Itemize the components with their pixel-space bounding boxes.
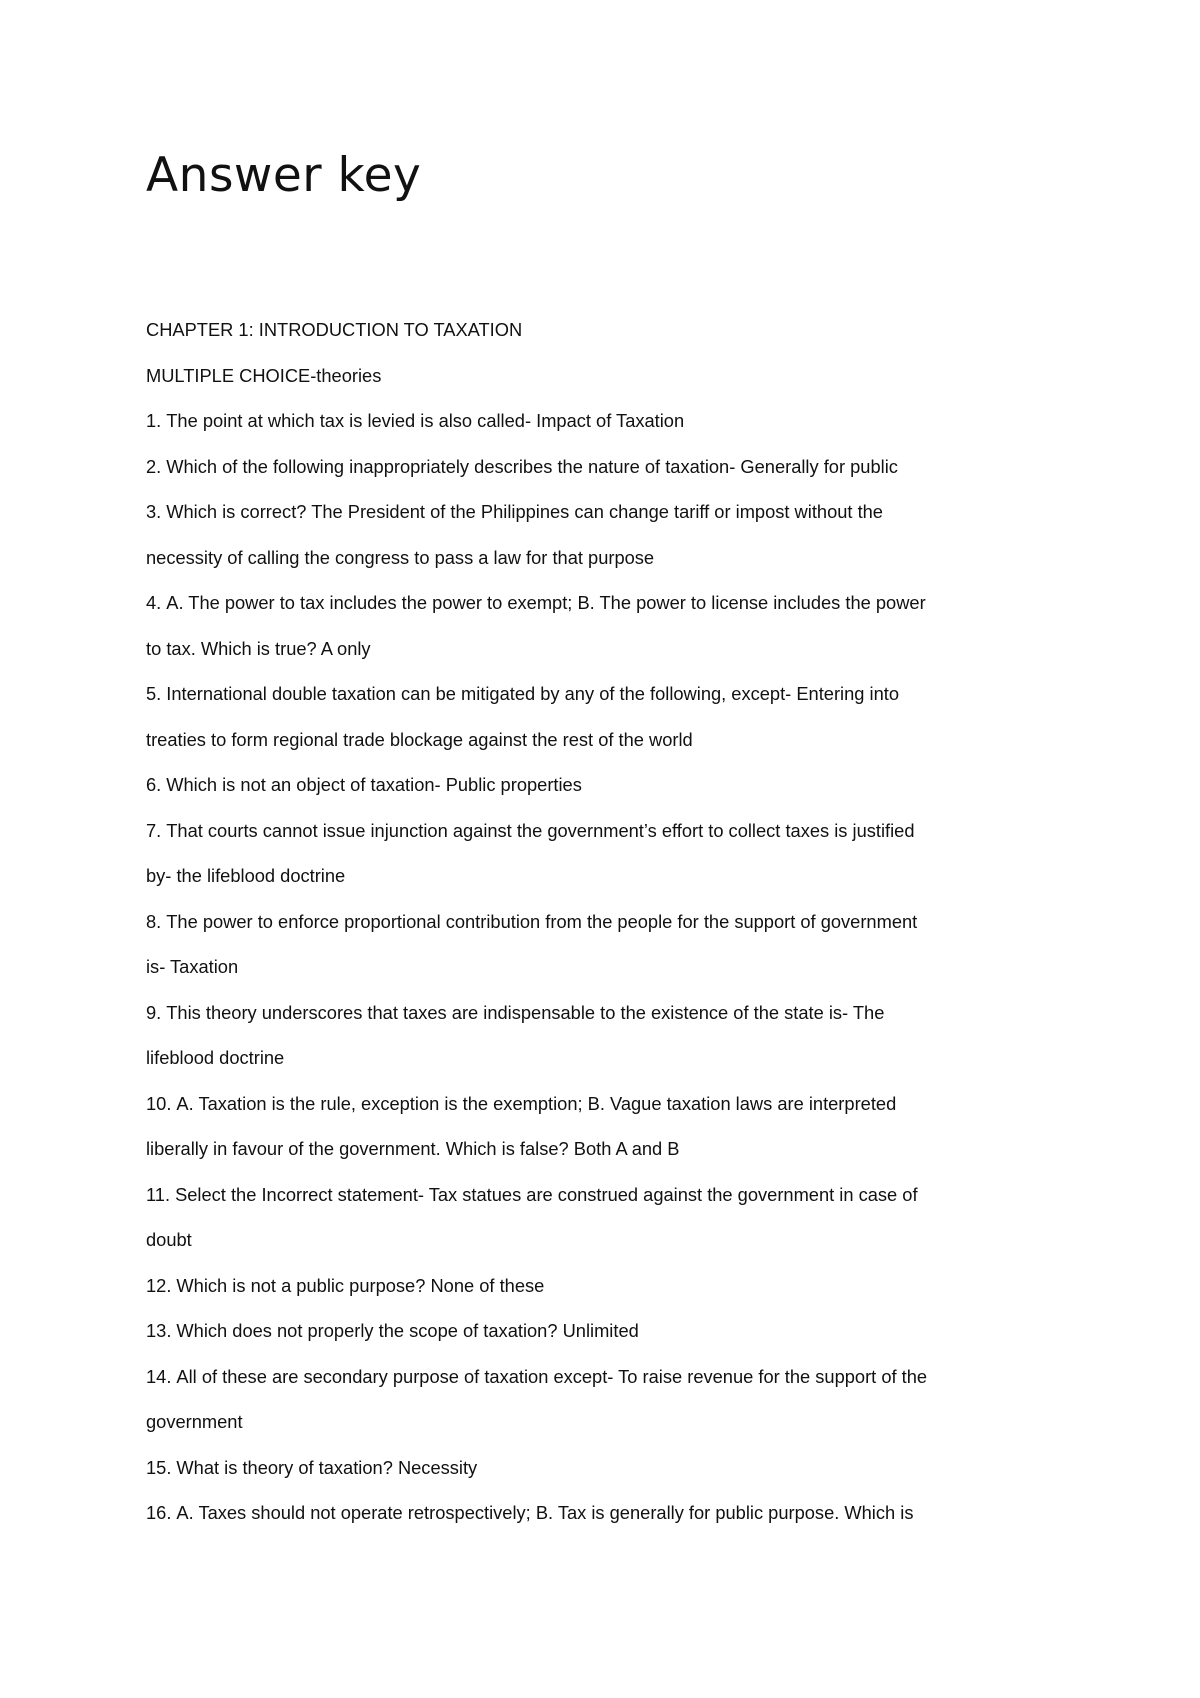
answer-text: Which does not properly the scope of taxation? Unlimited — [176, 1320, 639, 1341]
answer-item — [146, 407, 1046, 453]
answer-text: to tax. Which is true? A only — [146, 637, 371, 659]
answer-number: 2. — [146, 455, 162, 477]
answer-text: This theory underscores that taxes are indispensable to the existence of the state is- The — [166, 1001, 885, 1023]
answer-item — [146, 999, 1046, 1090]
answer-text: Which of the following inappropriately describes the nature of taxation- Generally for public — [166, 455, 898, 477]
answer-text: lifeblood doctrine — [146, 1047, 285, 1068]
answer-line — [146, 635, 1046, 681]
answer-number: 10. — [146, 1092, 172, 1114]
answer-item — [146, 453, 1046, 499]
answer-text: Which is not a public purpose? None of these — [176, 1274, 545, 1296]
answer-number: 12. — [146, 1274, 172, 1296]
answer-text: All of these are secondary purpose of taxation except- To raise revenue for the support of the — [176, 1365, 928, 1387]
answer-line — [146, 817, 1046, 863]
answer-text: Select the Incorrect statement- Tax statues are construed against the government in case of — [175, 1183, 918, 1205]
answer-item — [146, 771, 1046, 817]
answer-item — [146, 1272, 1046, 1318]
answer-line — [146, 908, 1046, 954]
answer-line — [146, 589, 1046, 635]
answer-text: That courts cannot issue injunction against the government’s effort to collect taxes is justified — [166, 819, 915, 841]
chapter-heading: CHAPTER 1: INTRODUCTION TO TAXATION — [146, 319, 523, 340]
answer-line — [146, 771, 1046, 817]
answer-line — [146, 1181, 1046, 1227]
answer-line — [146, 1090, 1046, 1136]
answer-number: 15. — [146, 1456, 172, 1478]
answer-line — [146, 726, 1046, 772]
answer-number: 14. — [146, 1365, 172, 1387]
answer-list — [146, 407, 1046, 1545]
answer-line — [146, 1226, 1046, 1272]
answer-item — [146, 1454, 1046, 1500]
answer-text: by- the lifeblood doctrine — [146, 865, 346, 886]
answer-line — [146, 544, 1046, 590]
answer-item — [146, 1317, 1046, 1363]
answer-item — [146, 1363, 1046, 1454]
answer-text: A. The power to tax includes the power to exempt; B. The power to license includes the power — [166, 592, 926, 613]
answer-text: The power to enforce proportional contribution from the people for the support of government — [166, 910, 918, 932]
answer-line — [146, 999, 1046, 1045]
answer-number: 3. — [146, 501, 162, 522]
answer-line — [146, 1044, 1046, 1090]
answer-number: 8. — [146, 910, 162, 932]
answer-line — [146, 680, 1046, 726]
answer-text: What is theory of taxation? Necessity — [176, 1456, 478, 1478]
answer-line — [146, 862, 1046, 908]
answer-text: doubt — [146, 1229, 192, 1250]
answer-line — [146, 453, 1046, 499]
document-title: Answer key — [146, 148, 422, 203]
answer-number: 6. — [146, 774, 162, 795]
answer-line — [146, 1317, 1046, 1363]
answer-line — [146, 1408, 1046, 1454]
answer-number: 16. — [146, 1502, 172, 1523]
answer-item — [146, 589, 1046, 680]
answer-line — [146, 1499, 1046, 1545]
answer-text: government — [146, 1411, 243, 1432]
answer-number: 9. — [146, 1001, 162, 1023]
answer-text: Which is not an object of taxation- Public properties — [166, 774, 582, 795]
answer-item — [146, 1499, 1046, 1545]
answer-line — [146, 407, 1046, 453]
answer-text: necessity of calling the congress to pass a law for that purpose — [146, 546, 655, 568]
answer-line — [146, 1363, 1046, 1409]
answer-text: is- Taxation — [146, 956, 239, 977]
answer-text: liberally in favour of the government. Which is false? Both A and B — [146, 1138, 680, 1159]
answer-text: A. Taxes should not operate retrospectively; B. Tax is generally for public purpose. Which is — [176, 1502, 914, 1523]
answer-item — [146, 1181, 1046, 1272]
answer-number: 7. — [146, 819, 162, 841]
answer-line — [146, 1272, 1046, 1318]
answer-text: Which is correct? The President of the Philippines can change tariff or impost without the — [166, 501, 883, 522]
answer-number: 13. — [146, 1320, 172, 1341]
answer-item — [146, 817, 1046, 908]
answer-text: The point at which tax is levied is also called- Impact of Taxation — [166, 410, 685, 431]
answer-item — [146, 1090, 1046, 1181]
answer-text: A. Taxation is the rule, exception is the exemption; B. Vague taxation laws are interpreted — [176, 1092, 897, 1114]
answer-number: 1. — [146, 410, 162, 431]
answer-text: International double taxation can be mitigated by any of the following, except- Entering into — [166, 683, 899, 704]
section-heading: MULTIPLE CHOICE-theories — [146, 364, 382, 386]
document-body — [146, 316, 1046, 1545]
answer-item — [146, 908, 1046, 999]
answer-item — [146, 498, 1046, 589]
answer-line — [146, 1135, 1046, 1181]
answer-item — [146, 680, 1046, 771]
answer-line — [146, 1454, 1046, 1500]
answer-line — [146, 953, 1046, 999]
answer-text: treaties to form regional trade blockage against the rest of the world — [146, 728, 693, 750]
answer-number: 4. — [146, 592, 162, 613]
answer-number: 5. — [146, 683, 162, 704]
answer-line — [146, 498, 1046, 544]
answer-number: 11. — [146, 1183, 171, 1205]
